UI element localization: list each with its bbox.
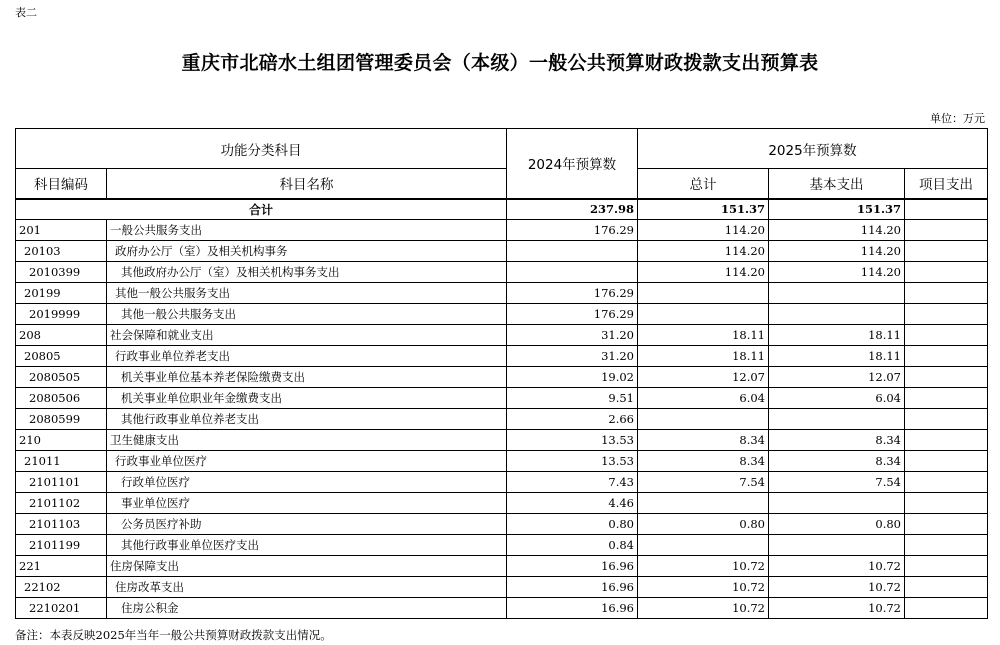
row-budget-2024: 9.51 xyxy=(507,388,638,409)
row-code: 2101102 xyxy=(16,493,107,514)
row-name: 社会保障和就业支出 xyxy=(107,325,507,346)
page-title: 重庆市北碚水土组团管理委员会（本级）一般公共预算财政拨款支出预算表 xyxy=(181,52,819,74)
row-budget-2025-project xyxy=(905,472,988,493)
total-budget-2024: 237.98 xyxy=(507,199,638,220)
table-row xyxy=(16,451,988,472)
row-name: 其他一般公共服务支出 xyxy=(107,283,507,304)
budget-table xyxy=(15,128,988,619)
row-budget-2025-project xyxy=(905,493,988,514)
row-name: 其他行政事业单位医疗支出 xyxy=(107,535,507,556)
row-budget-2025-total: 7.54 xyxy=(638,472,769,493)
header-project: 项目支出 xyxy=(905,169,988,199)
row-name: 卫生健康支出 xyxy=(107,430,507,451)
row-code: 2019999 xyxy=(16,304,107,325)
row-name: 行政事业单位医疗 xyxy=(107,451,507,472)
row-budget-2025-total: 8.34 xyxy=(638,430,769,451)
table-row xyxy=(16,325,988,346)
row-budget-2025-total: 10.72 xyxy=(638,598,769,619)
row-budget-2024: 7.43 xyxy=(507,472,638,493)
row-code: 221 xyxy=(16,556,107,577)
row-code: 20805 xyxy=(16,346,107,367)
table-number-label: 表二 xyxy=(15,6,37,19)
header-code: 科目编码 xyxy=(16,169,107,199)
row-code: 21011 xyxy=(16,451,107,472)
row-name: 住房保障支出 xyxy=(107,556,507,577)
row-code: 2080599 xyxy=(16,409,107,430)
row-budget-2025-basic xyxy=(769,535,905,556)
row-budget-2025-total xyxy=(638,535,769,556)
table-row xyxy=(16,430,988,451)
row-budget-2025-total xyxy=(638,493,769,514)
table-row xyxy=(16,409,988,430)
header-budget-2025: 2025年预算数 xyxy=(638,129,988,169)
row-budget-2025-project xyxy=(905,451,988,472)
row-code: 2101103 xyxy=(16,514,107,535)
row-budget-2025-total: 18.11 xyxy=(638,346,769,367)
row-budget-2025-basic: 10.72 xyxy=(769,577,905,598)
table-body xyxy=(16,199,988,619)
row-budget-2025-project xyxy=(905,514,988,535)
row-budget-2025-total xyxy=(638,283,769,304)
row-budget-2025-basic xyxy=(769,409,905,430)
table-row xyxy=(16,304,988,325)
row-budget-2024: 176.29 xyxy=(507,283,638,304)
table-row xyxy=(16,346,988,367)
row-budget-2025-project xyxy=(905,304,988,325)
table-row xyxy=(16,577,988,598)
row-budget-2025-basic xyxy=(769,493,905,514)
row-budget-2025-basic: 8.34 xyxy=(769,430,905,451)
row-name: 行政单位医疗 xyxy=(107,472,507,493)
header-functional-category: 功能分类科目 xyxy=(16,129,507,169)
row-budget-2025-basic: 10.72 xyxy=(769,598,905,619)
row-budget-2025-total: 0.80 xyxy=(638,514,769,535)
row-budget-2024: 176.29 xyxy=(507,304,638,325)
row-name: 其他政府办公厅（室）及相关机构事务支出 xyxy=(107,262,507,283)
row-budget-2025-total: 8.34 xyxy=(638,451,769,472)
row-budget-2024: 31.20 xyxy=(507,346,638,367)
row-code: 2101101 xyxy=(16,472,107,493)
table-row xyxy=(16,556,988,577)
total-budget-2025-basic: 151.37 xyxy=(769,199,905,220)
row-budget-2025-total: 114.20 xyxy=(638,220,769,241)
row-code: 210 xyxy=(16,430,107,451)
row-code: 2101199 xyxy=(16,535,107,556)
header-budget-2024: 2024年预算数 xyxy=(507,129,638,199)
row-name: 其他一般公共服务支出 xyxy=(107,304,507,325)
row-budget-2025-basic xyxy=(769,283,905,304)
row-budget-2025-basic: 18.11 xyxy=(769,346,905,367)
table-row xyxy=(16,241,988,262)
footnote: 备注：本表反映2025年当年一般公共预算财政拨款支出情况。 xyxy=(15,628,332,642)
row-name: 机关事业单位职业年金缴费支出 xyxy=(107,388,507,409)
row-name: 行政事业单位养老支出 xyxy=(107,346,507,367)
table-row xyxy=(16,388,988,409)
row-name: 事业单位医疗 xyxy=(107,493,507,514)
table-row xyxy=(16,535,988,556)
row-budget-2025-project xyxy=(905,283,988,304)
row-budget-2025-project xyxy=(905,388,988,409)
row-budget-2024: 31.20 xyxy=(507,325,638,346)
table-row xyxy=(16,283,988,304)
total-budget-2025-project xyxy=(905,199,988,220)
row-budget-2025-total xyxy=(638,304,769,325)
row-code: 22102 xyxy=(16,577,107,598)
row-budget-2024: 176.29 xyxy=(507,220,638,241)
row-budget-2024: 16.96 xyxy=(507,577,638,598)
total-row xyxy=(16,199,988,220)
row-budget-2025-project xyxy=(905,367,988,388)
row-budget-2025-basic: 114.20 xyxy=(769,262,905,283)
row-budget-2025-total xyxy=(638,409,769,430)
row-budget-2025-project xyxy=(905,598,988,619)
row-budget-2025-project xyxy=(905,556,988,577)
row-name: 政府办公厅（室）及相关机构事务 xyxy=(107,241,507,262)
row-budget-2025-basic: 114.20 xyxy=(769,241,905,262)
row-budget-2025-project xyxy=(905,430,988,451)
row-budget-2024 xyxy=(507,262,638,283)
row-budget-2024: 13.53 xyxy=(507,430,638,451)
row-budget-2025-basic: 12.07 xyxy=(769,367,905,388)
row-code: 208 xyxy=(16,325,107,346)
row-code: 2010399 xyxy=(16,262,107,283)
row-budget-2025-basic: 7.54 xyxy=(769,472,905,493)
row-budget-2025-project xyxy=(905,220,988,241)
row-budget-2024 xyxy=(507,241,638,262)
table-row xyxy=(16,262,988,283)
row-code: 2080506 xyxy=(16,388,107,409)
row-code: 2210201 xyxy=(16,598,107,619)
row-budget-2025-basic: 0.80 xyxy=(769,514,905,535)
row-budget-2025-basic: 18.11 xyxy=(769,325,905,346)
row-budget-2025-total: 10.72 xyxy=(638,556,769,577)
row-budget-2025-total: 18.11 xyxy=(638,325,769,346)
header-total: 总计 xyxy=(638,169,769,199)
row-budget-2024: 2.66 xyxy=(507,409,638,430)
row-budget-2024: 4.46 xyxy=(507,493,638,514)
table-row xyxy=(16,493,988,514)
row-name: 一般公共服务支出 xyxy=(107,220,507,241)
table-row xyxy=(16,220,988,241)
row-budget-2024: 0.80 xyxy=(507,514,638,535)
row-budget-2024: 19.02 xyxy=(507,367,638,388)
row-name: 住房改革支出 xyxy=(107,577,507,598)
row-budget-2025-project xyxy=(905,346,988,367)
row-budget-2025-basic xyxy=(769,304,905,325)
row-budget-2025-total: 6.04 xyxy=(638,388,769,409)
row-budget-2025-basic: 114.20 xyxy=(769,220,905,241)
table-row xyxy=(16,472,988,493)
row-budget-2025-total: 114.20 xyxy=(638,241,769,262)
total-budget-2025-total: 151.37 xyxy=(638,199,769,220)
row-code: 201 xyxy=(16,220,107,241)
row-budget-2025-basic: 8.34 xyxy=(769,451,905,472)
header-name: 科目名称 xyxy=(107,169,507,199)
header-basic: 基本支出 xyxy=(769,169,905,199)
row-budget-2025-project xyxy=(905,241,988,262)
row-budget-2024: 0.84 xyxy=(507,535,638,556)
table-row xyxy=(16,598,988,619)
row-code: 2080505 xyxy=(16,367,107,388)
table-row xyxy=(16,514,988,535)
row-budget-2025-basic: 10.72 xyxy=(769,556,905,577)
row-budget-2024: 13.53 xyxy=(507,451,638,472)
row-budget-2025-total: 12.07 xyxy=(638,367,769,388)
unit-label: 单位：万元 xyxy=(930,112,985,125)
row-name: 住房公积金 xyxy=(107,598,507,619)
row-budget-2025-project xyxy=(905,262,988,283)
row-name: 机关事业单位基本养老保险缴费支出 xyxy=(107,367,507,388)
row-budget-2025-project xyxy=(905,325,988,346)
row-budget-2025-project xyxy=(905,409,988,430)
row-name: 公务员医疗补助 xyxy=(107,514,507,535)
row-code: 20199 xyxy=(16,283,107,304)
row-budget-2025-project xyxy=(905,535,988,556)
row-code: 20103 xyxy=(16,241,107,262)
row-name: 其他行政事业单位养老支出 xyxy=(107,409,507,430)
row-budget-2024: 16.96 xyxy=(507,598,638,619)
row-budget-2024: 16.96 xyxy=(507,556,638,577)
total-label: 合计 xyxy=(16,199,507,220)
row-budget-2025-total: 10.72 xyxy=(638,577,769,598)
row-budget-2025-basic: 6.04 xyxy=(769,388,905,409)
row-budget-2025-project xyxy=(905,577,988,598)
table-row xyxy=(16,367,988,388)
row-budget-2025-total: 114.20 xyxy=(638,262,769,283)
